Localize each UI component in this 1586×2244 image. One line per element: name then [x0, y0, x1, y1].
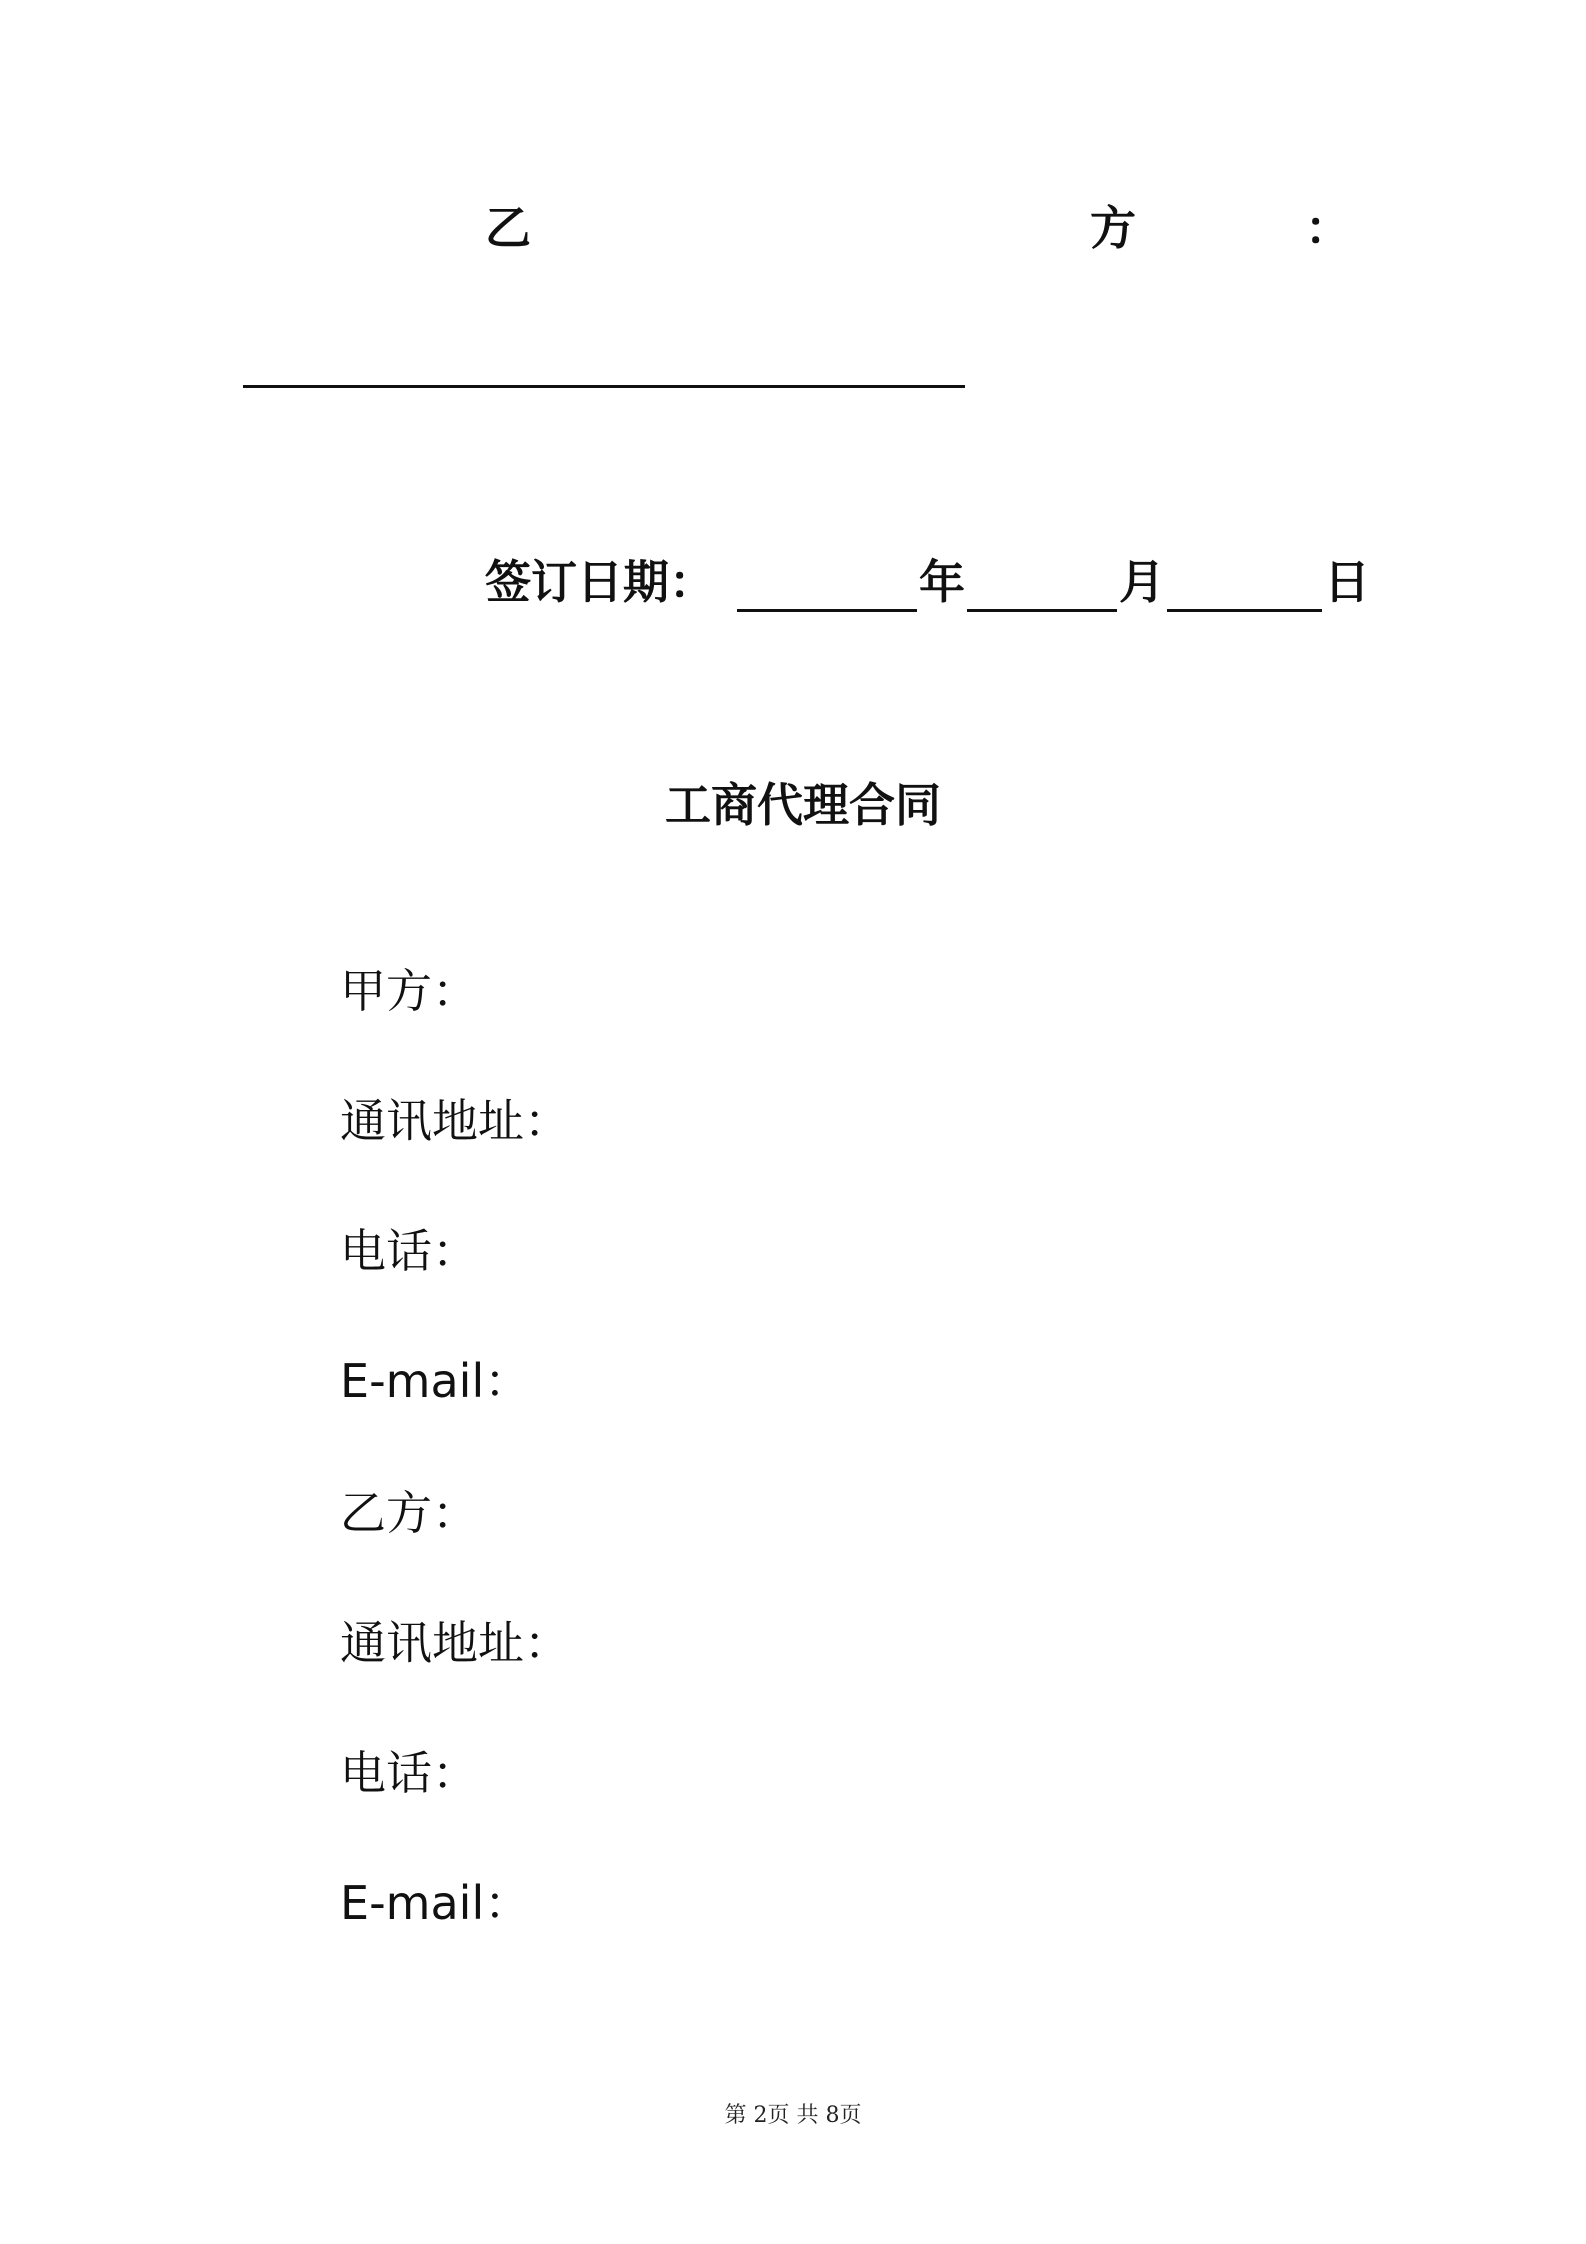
sign-date-label: 签订日期： — [485, 555, 715, 609]
year-label: 年 — [919, 555, 965, 609]
day-blank — [1167, 563, 1322, 612]
party-b-name-label: 乙方： — [340, 1486, 478, 1540]
document-title-wrapper — [0, 778, 1586, 832]
signature-line — [243, 385, 965, 388]
party-a-email-label: E-mail： — [340, 1354, 531, 1408]
party-b-phone-label: 电话： — [340, 1746, 478, 1800]
party-a-address-label: 通讯地址： — [340, 1094, 570, 1148]
party-b-signature-char-yi: 乙 — [485, 201, 531, 255]
document-title: 工商代理合同 — [665, 778, 941, 832]
party-b-signature-colon: ： — [1305, 201, 1351, 255]
sign-date-row — [485, 556, 1370, 612]
year-blank — [737, 563, 917, 612]
party-a-phone-label: 电话： — [340, 1224, 478, 1278]
month-blank — [967, 563, 1117, 612]
party-a-name-label: 甲方： — [340, 964, 478, 1018]
party-b-address-label: 通讯地址： — [340, 1616, 570, 1670]
day-label: 日 — [1324, 555, 1370, 609]
party-b-email-label: E-mail： — [340, 1876, 531, 1930]
page-number-footer: 第 2页 共 8页 — [724, 2103, 862, 2128]
party-b-signature-char-fang: 方 — [1090, 201, 1136, 255]
month-label: 月 — [1119, 555, 1165, 609]
